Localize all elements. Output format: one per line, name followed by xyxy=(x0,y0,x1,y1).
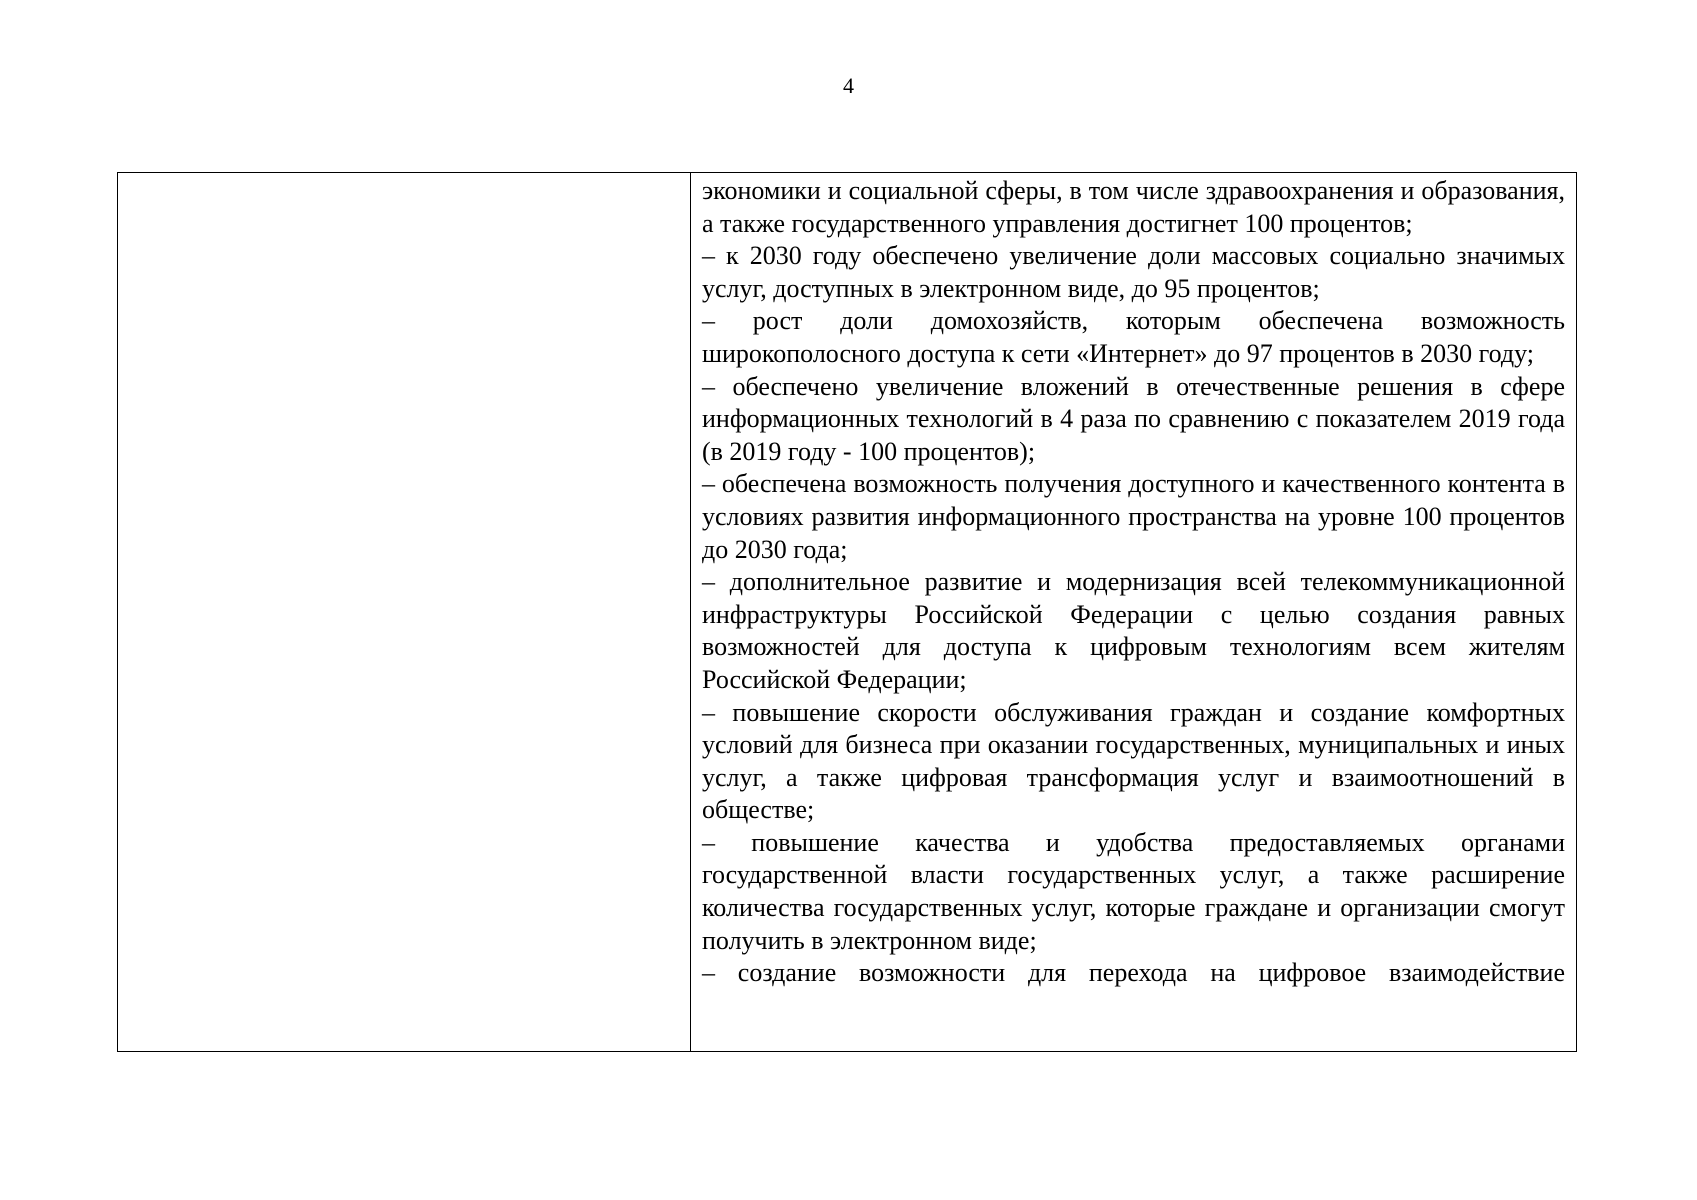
paragraph-telecom-infrastructure: – дополнительное развитие и модернизация всей телекоммуникационной инфраструктуры Российской Федерации с целью создания равных возможностей для доступа к цифровым технологиям всем жителям Российской Федерации; xyxy=(702,567,1565,694)
content-table xyxy=(117,172,1577,1052)
paragraph-content-access: – обеспечена возможность получения доступного и качественного контента в условиях развития информационного пространства на уровне 100 процентов до 2030 года; xyxy=(702,469,1565,564)
paragraph-social-services: – к 2030 году обеспечено увеличение доли массовых социально значимых услуг, доступных в электронном виде, до 95 процентов; xyxy=(702,241,1565,303)
paragraph-digital-interaction: – создание возможности для перехода на цифровое взаимодействие xyxy=(702,958,1565,988)
paragraph-service-speed: – повышение скорости обслуживания граждан и создание комфортных условий для бизнеса при оказании государственных, муниципальных и иных услуг, а также цифровая трансформация услуг и взаимоотношений в обществе; xyxy=(702,697,1565,825)
table-left-cell xyxy=(118,173,691,1051)
paragraph-digital-maturity: экономики и социальной сферы, в том числе здравоохранения и образования, а также государственного управления достигнет 100 процентов; xyxy=(702,176,1565,238)
paragraph-it-investments: – обеспечено увеличение вложений в отечественные решения в сфере информационных технологий в 4 раза по сравнению с показателем 2019 года (в 2019 году - 100 процентов); xyxy=(702,371,1565,466)
paragraph-service-quality: – повышение качества и удобства предоставляемых органами государственной власти государственных услуг, а также расширение количества государственных услуг, которые граждане и организации смогут получить в электронном виде; xyxy=(702,827,1565,955)
paragraph-broadband-access: – рост доли домохозяйств, которым обеспечена возможность широкополосного доступа к сети «Интернет» до 97 процентов в 2030 году; xyxy=(702,306,1565,368)
page-number: 4 xyxy=(843,73,854,98)
table-right-cell xyxy=(691,173,1576,1051)
